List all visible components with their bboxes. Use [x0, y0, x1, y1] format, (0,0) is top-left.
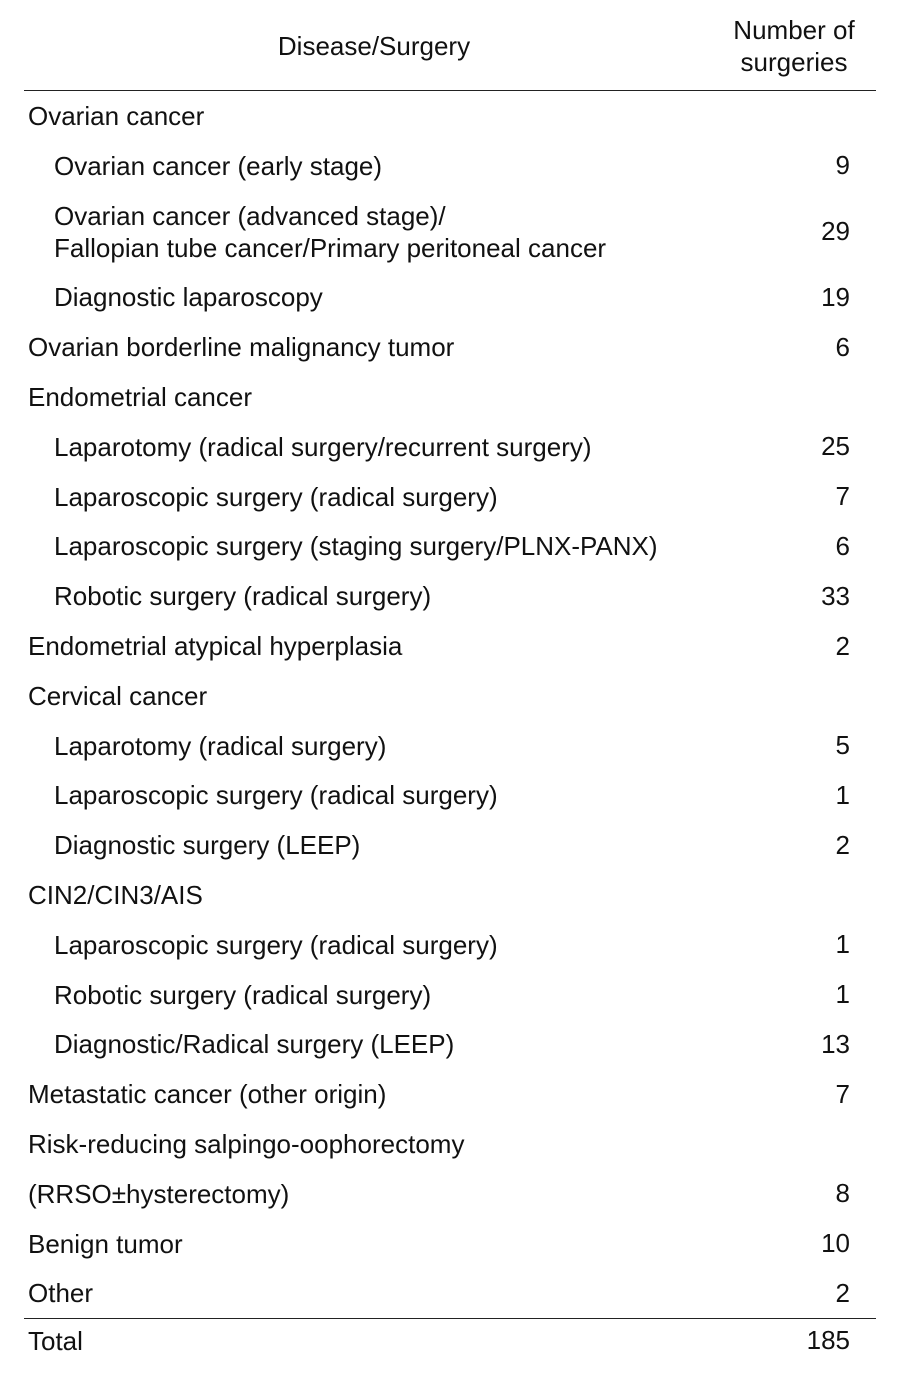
row-label: Diagnostic laparoscopy — [54, 282, 323, 313]
row-label: Risk-reducing salpingo-oophorectomy — [28, 1129, 465, 1160]
table-row — [24, 472, 876, 522]
row-label-line2: Fallopian tube cancer/Primary peritoneal cancer — [54, 232, 607, 263]
table-row — [24, 721, 876, 771]
table-row — [24, 671, 876, 721]
table-row — [24, 1119, 876, 1169]
row-label-line1: Ovarian cancer (advanced stage)/ — [54, 200, 446, 231]
row-label: Laparoscopic surgery (staging surgery/PLNX-PANX) — [54, 531, 658, 562]
row-value: 10 — [821, 1228, 850, 1259]
table-row — [24, 870, 876, 920]
row-value: 29 — [821, 216, 850, 247]
total-label: Total — [28, 1325, 83, 1356]
row-label: Robotic surgery (radical surgery) — [54, 979, 432, 1010]
table-row — [24, 1269, 876, 1319]
header-number-of-surgeries — [724, 14, 864, 78]
table-row — [24, 1020, 876, 1070]
row-label: Ovarian cancer — [28, 100, 205, 131]
table-row — [24, 820, 876, 870]
row-value: 7 — [835, 481, 850, 512]
table-row — [24, 422, 876, 472]
table-row — [24, 191, 876, 273]
row-value: 2 — [835, 829, 850, 860]
row-label: Diagnostic/Radical surgery (LEEP) — [54, 1029, 455, 1060]
row-label — [24, 200, 730, 264]
table-header — [24, 0, 876, 91]
row-value: 8 — [835, 1178, 850, 1209]
row-label: Laparoscopic surgery (radical surgery) — [54, 780, 498, 811]
row-value: 25 — [821, 431, 850, 462]
row-label: Diagnostic surgery (LEEP) — [54, 830, 361, 861]
table-row — [24, 273, 876, 323]
row-value: 2 — [835, 1277, 850, 1308]
row-value: 1 — [835, 779, 850, 810]
table-row — [24, 970, 876, 1020]
row-label: Cervical cancer — [28, 680, 208, 711]
row-label: Laparotomy (radical surgery/recurrent surgery) — [54, 431, 592, 462]
row-label: Robotic surgery (radical surgery) — [54, 581, 432, 612]
table-row — [24, 771, 876, 821]
header-count-line1: Number of — [733, 15, 855, 45]
table-row — [24, 1169, 876, 1219]
row-value: 13 — [821, 1028, 850, 1059]
row-value: 6 — [835, 331, 850, 362]
row-value: 2 — [835, 630, 850, 661]
total-row — [24, 1318, 876, 1362]
row-label: Metastatic cancer (other origin) — [28, 1079, 387, 1110]
row-value: 1 — [835, 979, 850, 1010]
row-label: (RRSO±hysterectomy) — [28, 1178, 290, 1209]
table-row — [24, 141, 876, 191]
row-label: Laparoscopic surgery (radical surgery) — [54, 481, 498, 512]
table-row — [24, 372, 876, 422]
row-value: 6 — [835, 530, 850, 561]
row-label: Endometrial atypical hyperplasia — [28, 631, 403, 662]
table-row — [24, 322, 876, 372]
row-label: Laparoscopic surgery (radical surgery) — [54, 929, 498, 960]
header-disease-surgery: Disease/Surgery — [277, 31, 471, 61]
row-label: Endometrial cancer — [28, 382, 252, 413]
header-count-line2: surgeries — [740, 47, 848, 77]
row-value: 1 — [835, 929, 850, 960]
row-value: 5 — [835, 730, 850, 761]
table-row — [24, 91, 876, 141]
table-row — [24, 920, 876, 970]
total-value: 185 — [806, 1325, 850, 1356]
row-label: CIN2/CIN3/AIS — [28, 880, 203, 911]
row-label: Ovarian cancer (early stage) — [54, 150, 383, 181]
table-row — [24, 522, 876, 572]
row-value: 33 — [821, 580, 850, 611]
row-value: 7 — [835, 1078, 850, 1109]
row-label: Laparotomy (radical surgery) — [54, 730, 387, 761]
row-label: Benign tumor — [28, 1228, 183, 1259]
surgery-table — [24, 0, 876, 1362]
row-label: Other — [28, 1278, 94, 1309]
row-value: 9 — [835, 150, 850, 181]
table-row — [24, 1219, 876, 1269]
table-row — [24, 571, 876, 621]
row-value: 19 — [821, 281, 850, 312]
table-row — [24, 621, 876, 671]
table-row — [24, 1069, 876, 1119]
row-label: Ovarian borderline malignancy tumor — [28, 332, 455, 363]
